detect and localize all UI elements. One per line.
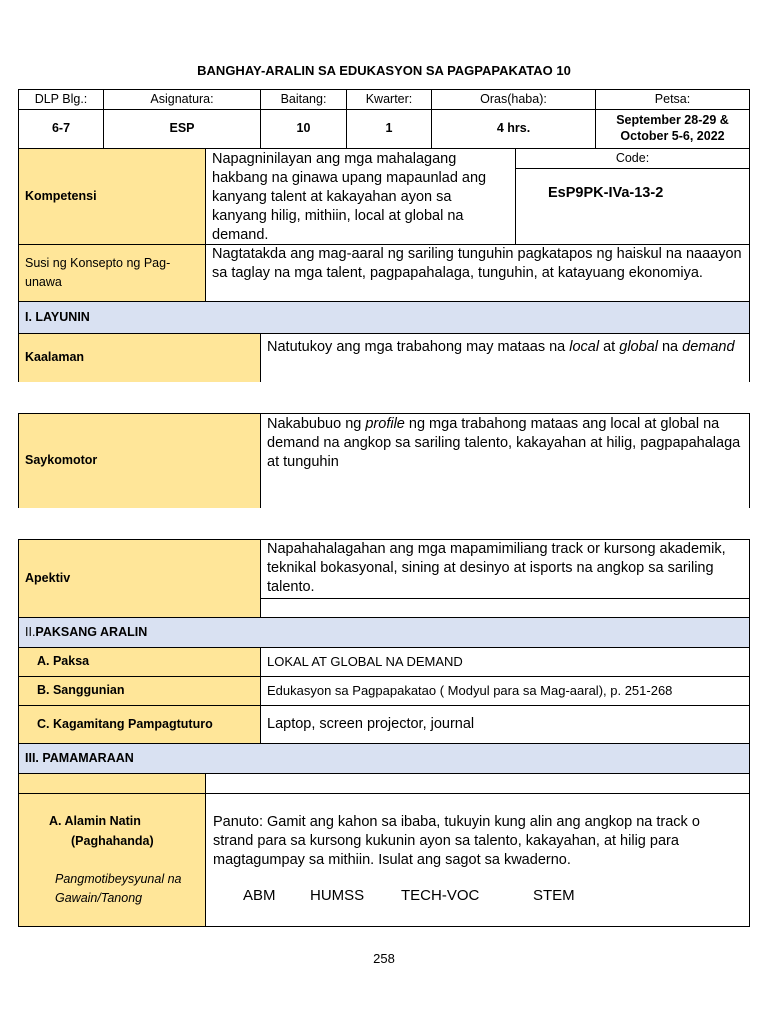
pamamaraan-heading-text: III. PAMAMARAAN [25, 750, 134, 765]
document-title: BANGHAY-ARALIN SA EDUKASYON SA PAGPAPAKATAO 10 [197, 63, 571, 78]
code-label-text: Code: [615, 150, 650, 165]
sanggunian-value [260, 676, 750, 706]
asignatura-label-text: Asignatura: [150, 91, 214, 106]
kompetensi-label [18, 148, 206, 245]
alamin-label [18, 793, 206, 927]
dlp-label-text: DLP Blg.: [34, 91, 88, 106]
kompetensi-label-text: Kompetensi [25, 188, 97, 203]
susi-label [18, 244, 206, 302]
kaalaman-text-part: at [599, 339, 620, 355]
saykomotor-text-part: ng mga trabahong mataas ang local at global na demand na angkop sa sariling talento, kakayahan at hilig, pagpapahalaga at tunguhin [267, 416, 741, 470]
kaalaman-text-part: Natutukoy ang mga trabahong may mataas na [267, 339, 570, 355]
kagamitan-value [260, 705, 750, 744]
option-stem: STEM [533, 887, 575, 904]
kagamitan-value-text: Laptop, screen projector, journal [267, 716, 475, 733]
apektiv-label-text: Apektiv [25, 570, 71, 585]
paksa-label [18, 647, 261, 677]
paksang-aralin-heading-text: PAKSANG ARALIN [35, 624, 148, 639]
asignatura-label [103, 89, 261, 110]
kaalaman-italic-demand: demand [682, 339, 735, 355]
susi-label-text: Susi ng Konsepto ng Pag-unawa [25, 256, 171, 289]
kagamitan-label [18, 705, 261, 744]
oras-label [431, 89, 596, 110]
baitang-value-text: 10 [296, 121, 311, 136]
petsa-label [595, 89, 750, 110]
alamin-label-subtitle: (Paghahanda) [71, 834, 154, 848]
paksa-value-text: LOKAL AT GLOBAL NA DEMAND [267, 653, 463, 669]
apektiv-label [18, 539, 261, 618]
baitang-label [260, 89, 347, 110]
code-label [515, 148, 750, 169]
sanggunian-label-text: B. Sanggunian [37, 683, 125, 698]
layunin-heading-text: I. LAYUNIN [25, 309, 90, 324]
alamin-content [205, 793, 750, 927]
kaalaman-label-text: Kaalaman [25, 350, 85, 365]
kagamitan-label-text: C. Kagamitang Pampagtuturo [37, 716, 213, 731]
pamamaraan-empty-label-cell [18, 773, 206, 794]
paksang-aralin-heading [18, 617, 750, 648]
baitang-label-text: Baitang: [280, 91, 327, 106]
kaalaman-text [260, 333, 750, 382]
apektiv-text-content: Napahahalagahan ang mga mapamimiliang track or kursong akademik, teknikal bokasyonal, sining at desinyo at isports na angkop sa sariling talento. [267, 541, 726, 595]
saykomotor-label-text: Saykomotor [25, 453, 98, 468]
paksang-aralin-heading-number: II. [25, 624, 36, 639]
asignatura-value [103, 109, 261, 149]
kwarter-label-text: Kwarter: [365, 91, 413, 106]
saykomotor-italic-profile: profile [365, 416, 405, 432]
panuto-text: Panuto: Gamit ang kahon sa ibaba, tukuyin kung alin ang angkop na track o strand para sa kursong kukunin ayon sa talento, kakayahan, at hilig para magtagumpay sa mithiin. Isulat ang sagot sa kwaderno. [213, 814, 700, 868]
petsa-value-line-1: September 28-29 & [616, 113, 729, 128]
kwarter-label [346, 89, 432, 110]
paksa-label-text: A. Paksa [37, 654, 90, 669]
pamamaraan-heading [18, 743, 750, 774]
page-number: 258 [373, 951, 395, 966]
option-abm: ABM [243, 887, 276, 904]
code-value [515, 168, 750, 245]
kaalaman-italic-global: global [619, 339, 658, 355]
oras-value [431, 109, 596, 149]
petsa-label-text: Petsa: [654, 91, 691, 106]
code-value-text: EsP9PK-IVa-13-2 [548, 185, 664, 201]
saykomotor-text-part: Nakabubuo ng [267, 416, 366, 432]
susi-text-content: Nagtatakda ang mag-aaral ng sariling tunguhin pagkatapos ng haiskul na naaayon sa taglay na mga talent, pagpapahalaga, tunguhin, at katayuang ekonomiya. [212, 246, 742, 281]
kompetensi-text [205, 148, 516, 245]
apektiv-empty-cell [260, 598, 750, 618]
kwarter-value [346, 109, 432, 149]
dlp-label [18, 89, 104, 110]
paksa-value [260, 647, 750, 677]
dlp-value [18, 109, 104, 149]
saykomotor-label [18, 413, 261, 508]
oras-label-text: Oras(haba): [480, 91, 547, 106]
kaalaman-text-part: na [657, 339, 683, 355]
kwarter-value-text: 1 [385, 121, 393, 136]
alamin-label-title: A. Alamin Natin [49, 814, 141, 828]
option-humss: HUMSS [310, 887, 365, 904]
layunin-heading [18, 301, 750, 334]
asignatura-value-text: ESP [169, 121, 195, 136]
pamamaraan-empty-cell [205, 773, 750, 794]
petsa-value [595, 109, 750, 149]
sanggunian-label [18, 676, 261, 706]
kaalaman-label [18, 333, 261, 382]
susi-text [205, 244, 750, 302]
option-tech-voc: TECH-VOC [401, 887, 480, 904]
kompetensi-text-content: Napagninilayan ang mga mahalagang hakbang na ginawa upang mapaunlad ang kanyang talent at kakayahan ayon sa kanyang hilig, mithiin, local at global na demand. [212, 151, 487, 243]
sanggunian-value-text: Edukasyon sa Pagpapakatao ( Modyul para sa Mag-aaral), p. 251-268 [267, 682, 673, 698]
apektiv-text [260, 539, 750, 599]
oras-value-text: 4 hrs. [496, 121, 531, 136]
saykomotor-text [260, 413, 750, 508]
kaalaman-italic-local: local [569, 339, 600, 355]
baitang-value [260, 109, 347, 149]
dlp-value-text: 6-7 [51, 121, 71, 136]
alamin-sub-label: Pangmotibeysyunal na Gawain/Tanong [55, 872, 182, 905]
petsa-value-line-2: October 5-6, 2022 [620, 129, 725, 143]
